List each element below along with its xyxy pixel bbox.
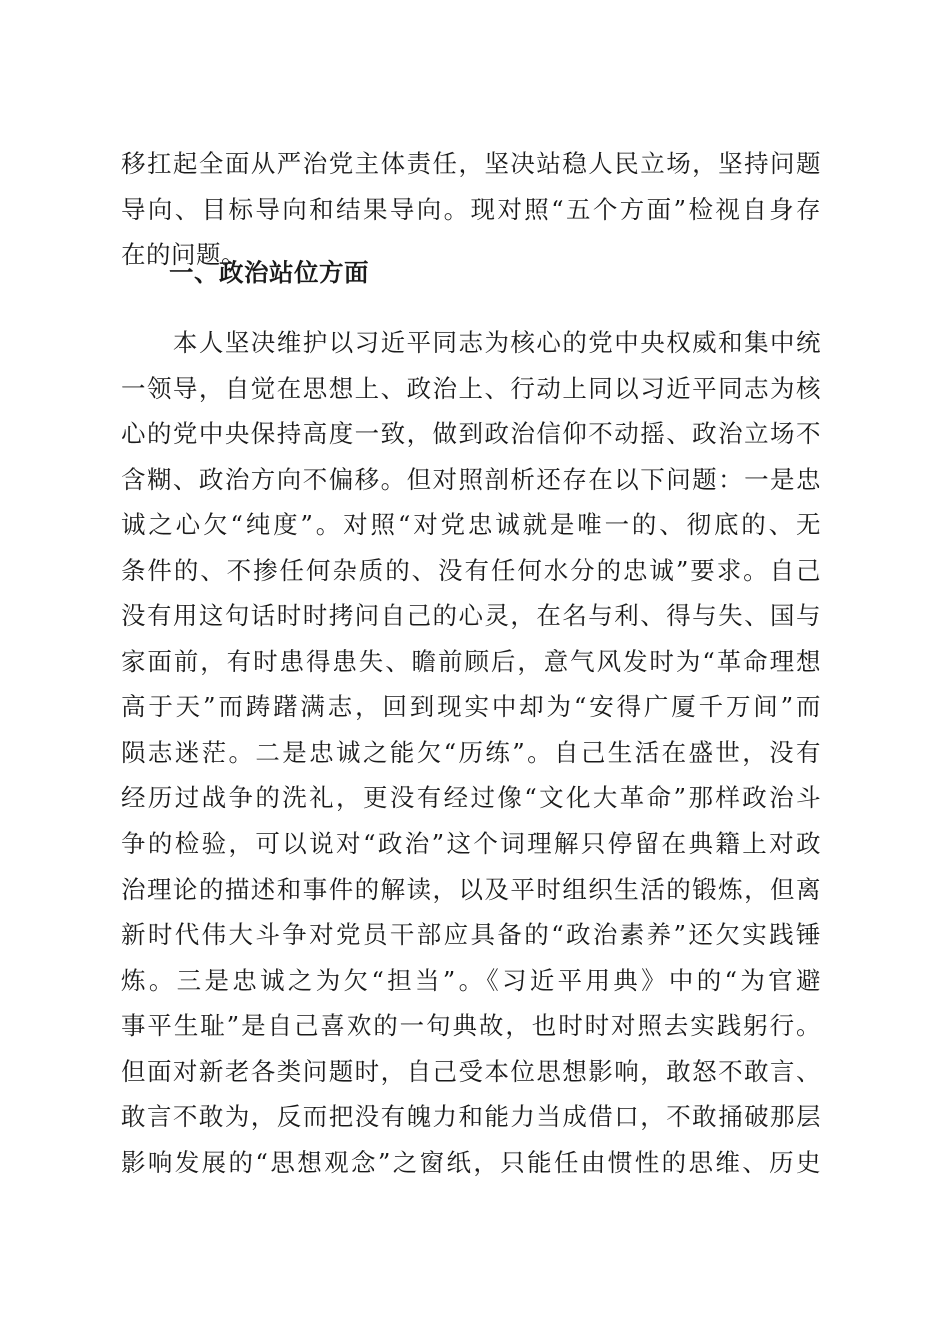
text-line: 含糊、政治方向不偏移。但对照剖析还存在以下问题：一是忠 <box>121 464 821 494</box>
text-line: 一领导，自觉在思想上、政治上、行动上同以习近平同志为核 <box>121 373 821 403</box>
text-line: 陨志迷茫。二是忠诚之能欠“历练”。自己生活在盛世，没有 <box>121 737 821 767</box>
text-line: 但面对新老各类问题时，自己受本位思想影响，敢怒不敢言、 <box>121 1056 821 1086</box>
section-heading: 一、政治站位方面 <box>169 258 369 287</box>
text-line: 诚之心欠“纯度”。对照“对党忠诚就是唯一的、彻底的、无 <box>121 510 821 540</box>
text-line: 心的党中央保持高度一致，做到政治信仰不动摇、政治立场不 <box>121 419 821 449</box>
text-line: 影响发展的“思想观念”之窗纸，只能任由惯性的思维、历史 <box>121 1147 821 1177</box>
text-line: 经历过战争的洗礼，更没有经过像“文化大革命”那样政治斗 <box>121 783 821 813</box>
text-line: 治理论的描述和事件的解读，以及平时组织生活的锻炼，但离 <box>121 874 821 904</box>
text-line: 高于天”而踌躇满志，回到现实中却为“安得广厦千万间”而 <box>121 692 821 722</box>
text-line: 炼。三是忠诚之为欠“担当”。《习近平用典》中的“为官避 <box>121 965 821 995</box>
text-line: 移扛起全面从严治党主体责任，坚决站稳人民立场，坚持问题 <box>121 149 821 178</box>
text-line: 新时代伟大斗争对党员干部应具备的“政治素养”还欠实践锤 <box>121 920 821 950</box>
text-line: 家面前，有时患得患失、瞻前顾后，意气风发时为“革命理想 <box>121 646 821 676</box>
text-line: 在的问题。 <box>121 240 246 270</box>
text-line: 事平生耻”是自己喜欢的一句典故，也时时对照去实践躬行。 <box>121 1011 821 1041</box>
text-line: 没有用这句话时时拷问自己的心灵，在名与利、得与失、国与 <box>121 601 821 631</box>
text-line: 敢言不敢为，反而把没有魄力和能力当成借口，不敢捅破那层 <box>121 1102 821 1132</box>
text-line: 争的检验，可以说对“政治”这个词理解只停留在典籍上对政 <box>121 829 821 859</box>
text-line: 条件的、不掺任何杂质的、没有任何水分的忠诚”要求。自己 <box>121 555 821 585</box>
body-paragraph <box>121 320 821 1185</box>
text-line: 本人坚决维护以习近平同志为核心的党中央权威和集中统 <box>121 328 821 357</box>
text-line: 导向、目标导向和结果导向。现对照“五个方面”检视自身存 <box>121 194 821 224</box>
